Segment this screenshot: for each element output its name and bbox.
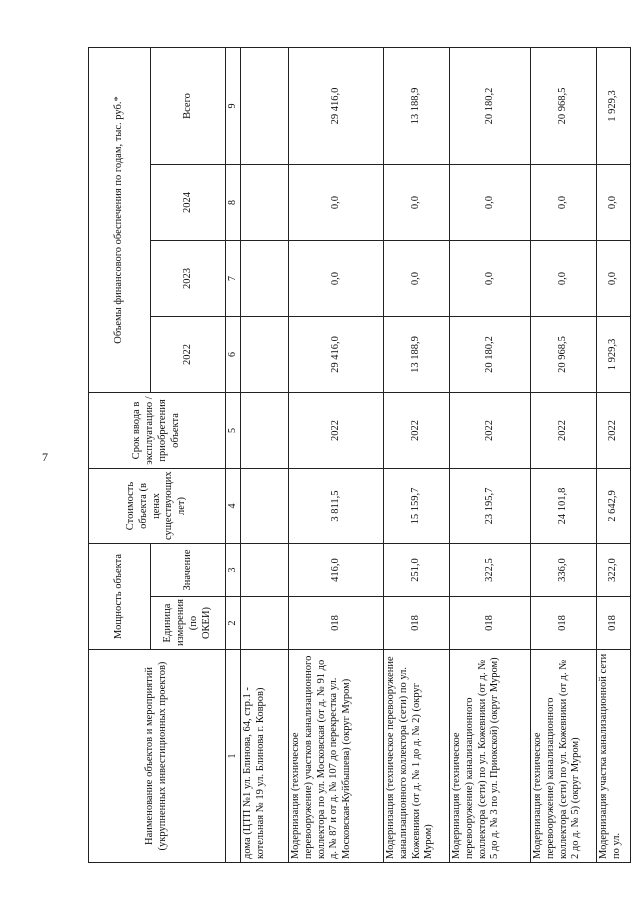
row-2022: 1 929,3 <box>597 317 631 393</box>
column-numbers-row <box>226 48 241 863</box>
row-2023: 0,0 <box>450 241 531 317</box>
row-unit: 018 <box>531 597 597 650</box>
rotated-table-container <box>88 48 622 863</box>
row-unit <box>241 597 289 650</box>
investment-table <box>88 47 631 863</box>
col-number: 3 <box>226 544 241 597</box>
row-value <box>241 544 289 597</box>
row-2022: 20 180,2 <box>450 317 531 393</box>
row-2022: 29 416,0 <box>289 317 384 393</box>
row-2023: 0,0 <box>384 241 450 317</box>
header-name: Наименование объектов и мероприятий (укрупненных инвестиционных проектов) <box>89 650 226 863</box>
row-term: 2022 <box>450 393 531 469</box>
row-term: 2022 <box>289 393 384 469</box>
header-term: Срок ввода в эксплуатацию / приобретения объекта <box>89 393 226 469</box>
col-number: 5 <box>226 393 241 469</box>
row-value: 251,0 <box>384 544 450 597</box>
row-unit: 018 <box>289 597 384 650</box>
row-total: 13 188,9 <box>384 48 450 165</box>
row-2023 <box>241 241 289 317</box>
header-2022: 2022 <box>151 317 226 393</box>
row-2022 <box>241 317 289 393</box>
row-cost: 24 101,8 <box>531 469 597 544</box>
header-cost: Стоимость объекта (в ценах существующих лет) <box>89 469 226 544</box>
header-total: Всего <box>151 48 226 165</box>
col-number: 1 <box>226 650 241 863</box>
col-number: 7 <box>226 241 241 317</box>
row-2024: 0,0 <box>450 165 531 241</box>
row-2023: 0,0 <box>597 241 631 317</box>
row-unit: 018 <box>384 597 450 650</box>
row-term <box>241 393 289 469</box>
row-cost: 23 195,7 <box>450 469 531 544</box>
header-value: Значение <box>151 544 226 597</box>
row-value: 322,5 <box>450 544 531 597</box>
row-cost: 2 642,9 <box>597 469 631 544</box>
row-cost: 3 811,5 <box>289 469 384 544</box>
col-number: 4 <box>226 469 241 544</box>
row-total: 1 929,3 <box>597 48 631 165</box>
header-unit: Единица измерения (по ОКЕИ) <box>151 597 226 650</box>
col-number: 8 <box>226 165 241 241</box>
row-2022: 20 968,5 <box>531 317 597 393</box>
row-name: Модернизация (техническое перевооружение) канализационного коллектора (сети) по ул. Кожевники (от д. № 2 до д. № 5) (округ Муром) <box>531 650 597 863</box>
row-name: Модернизация (техническое перевооружение) канализационного коллектора (сети) по ул. Кожевники (от д. № 5 до д. № 3 по ул. Приокской) (округ Муром) <box>450 650 531 863</box>
row-value: 322,0 <box>597 544 631 597</box>
header-funding: Объемы финансового обеспечения по годам, тыс. руб.* <box>89 48 151 393</box>
row-total: 29 416,0 <box>289 48 384 165</box>
col-number: 9 <box>226 48 241 165</box>
row-2024 <box>241 165 289 241</box>
row-name: дома (ЦТП №1 ул. Блинова, 64, стр.1 - котельная № 19 ул. Блинова г. Ковров) <box>241 650 289 863</box>
header-capacity: Мощность объекта <box>89 544 151 650</box>
col-number: 2 <box>226 597 241 650</box>
row-2024: 0,0 <box>289 165 384 241</box>
table-row <box>531 48 597 863</box>
row-total: 20 968,5 <box>531 48 597 165</box>
row-value: 336,0 <box>531 544 597 597</box>
page-number: 7 <box>42 450 48 464</box>
row-2022: 13 188,9 <box>384 317 450 393</box>
row-unit: 018 <box>450 597 531 650</box>
row-total: 20 180,2 <box>450 48 531 165</box>
table-row <box>384 48 450 863</box>
row-2024: 0,0 <box>384 165 450 241</box>
row-2024: 0,0 <box>531 165 597 241</box>
header-2023: 2023 <box>151 241 226 317</box>
row-cost <box>241 469 289 544</box>
row-total <box>241 48 289 165</box>
row-name: Модернизация (техническое перевооружение канализационного коллектора (сети) по ул. Кожевники (от д. № 1 до д. № 2) (округ Муром) <box>384 650 450 863</box>
row-name: Модернизация (техническое перевооружение) участков канализационного коллектора по ул. Московская (от д. № 91 до д. № 87 и от д. № 107 до перекрестка ул. Московская-Куйбышева) (округ Муром) <box>289 650 384 863</box>
row-term: 2022 <box>384 393 450 469</box>
row-term: 2022 <box>531 393 597 469</box>
row-value: 416,0 <box>289 544 384 597</box>
row-cost: 15 159,7 <box>384 469 450 544</box>
table-row <box>289 48 384 863</box>
header-2024: 2024 <box>151 165 226 241</box>
table-row <box>597 48 631 863</box>
row-2023: 0,0 <box>531 241 597 317</box>
table-row <box>450 48 531 863</box>
col-number: 6 <box>226 317 241 393</box>
row-2023: 0,0 <box>289 241 384 317</box>
table-row <box>241 48 289 863</box>
row-name: Модернизация участка канализационной сети по ул. <box>597 650 631 863</box>
row-2024: 0,0 <box>597 165 631 241</box>
row-term: 2022 <box>597 393 631 469</box>
row-unit: 018 <box>597 597 631 650</box>
